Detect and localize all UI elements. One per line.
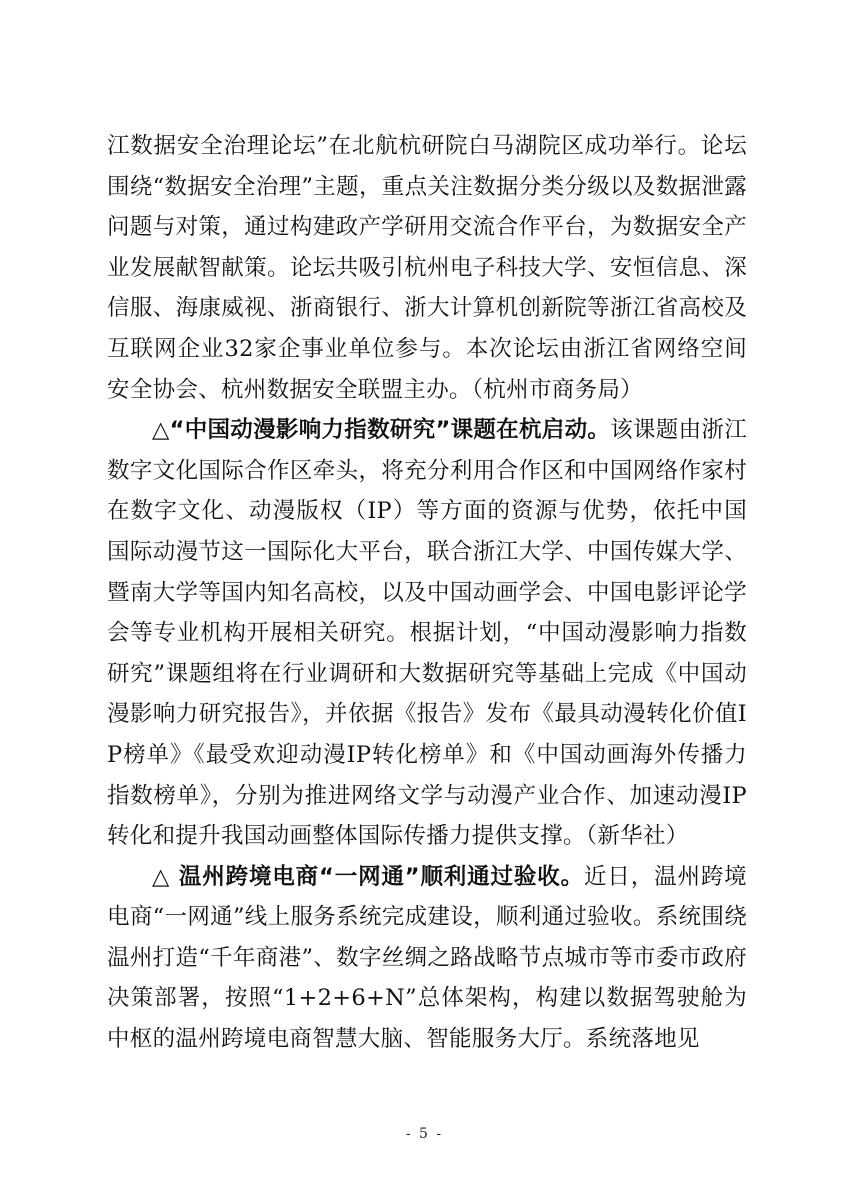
paragraph-wenzhou-cross-border — [107, 857, 747, 1060]
paragraph-text: 近日，温州跨境电商“一网通”线上服务系统完成建设，顺利通过验收。系统围绕温州打造“千年商港”、数字丝绸之路战略节点城市等市委市政府决策部署，按照“1+2+6+N”总体架构，构建以数据驾驶舱为中枢的温州跨境电商智慧大脑、智能服务大厅。系统落地见 — [107, 863, 747, 1053]
paragraph-data-security-forum — [107, 126, 747, 410]
paragraph-headline: △ 温州跨境电商“一网通”顺利通过验收。 — [152, 863, 584, 890]
page-number: - 5 - — [405, 1126, 444, 1142]
document-body — [107, 126, 747, 1060]
paragraph-headline: △“中国动漫影响力指数研究”课题在杭启动。 — [152, 417, 611, 444]
paragraph-text: 江数据安全治理论坛”在北航杭研院白马湖院区成功举行。论坛围绕“数据安全治理”主题，重点关注数据分类分级以及数据泄露问题与对策，通过构建政产学研用交流合作平台，为数据安全产业发展献智献策。论坛共吸引杭州电子科技大学、安恒信息、深信服、海康威视、浙商银行、浙大计算机创新院等浙江省高校及互联网企业32家企事业单位参与。本次论坛由浙江省网络空间安全协会、杭州数据安全联盟主办。（杭州市商务局） — [107, 133, 747, 403]
paragraph-animation-index-study — [107, 410, 747, 857]
paragraph-text: 该课题由浙江数字文化国际合作区牵头，将充分利用合作区和中国网络作家村在数字文化、动漫版权（IP）等方面的资源与优势，依托中国国际动漫节这一国际化大平台，联合浙江大学、中国传媒大学、暨南大学等国内知名高校，以及中国动画学会、中国电影评论学会等专业机构开展相关研究。根据计划，“中国动漫影响力指数研究”课题组将在行业调研和大数据研究等基础上完成《中国动漫影响力研究报告》，并依据《报告》发布《最具动漫转化价值IP榜单》《最受欢迎动漫IP转化榜单》和《中国动画海外传播力指数榜单》，分别为推进网络文学与动漫产业合作、加速动漫IP转化和提升我国动画整体国际传播力提供支撑。（新华社） — [107, 417, 747, 850]
